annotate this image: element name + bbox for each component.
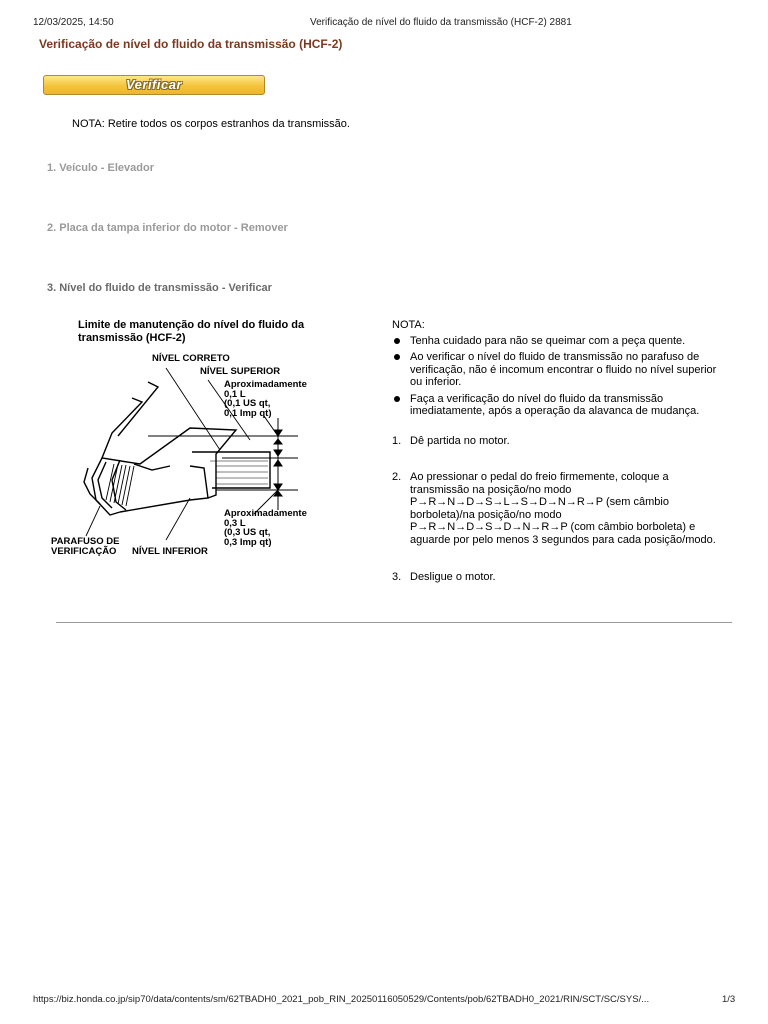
document-title: Verificação de nível do fluido da transmissão (HCF-2) [39, 37, 343, 51]
instruction-item-3 [392, 571, 722, 584]
note-remove-foreign-objects: NOTA: Retire todos os corpos estranhos da transmissão. [72, 118, 350, 130]
section-divider [56, 622, 732, 623]
label-correct-level: NÍVEL CORRETO [152, 353, 230, 364]
item-text: Dê partida no motor. [410, 435, 510, 447]
step-2-remove-cover[interactable]: 2. Placa da tampa inferior do motor - Remover [47, 222, 288, 234]
note-bullet: Faça a verificação do nível do fluido da transmissão imediatamente, após a operação da alavanca de mudança. [392, 393, 722, 418]
note-bullet: Tenha cuidado para não se queimar com a peça quente. [392, 335, 722, 348]
label-lower-level: NÍVEL INFERIOR [132, 546, 208, 557]
print-page-number: 1/3 [722, 994, 736, 1005]
item-text: Desligue o motor. [410, 571, 496, 583]
label-check-screw: PARAFUSO DE VERIFICAÇÃO [51, 536, 120, 557]
item-text: Ao pressionar o pedal do freio firmemente, coloque a transmissão na posição/no modo P→R→N→D→S→L→S→D→N→R→P (sem câmbio borboleta)/na posição/no modo P→R→N→D→S→D→N→R→P (com câmbio borboleta) e aguarde por pelo menos 3 segundos para cada posição/modo. [410, 471, 716, 546]
note-bullet: Ao verificar o nível do fluido de transmissão no parafuso de verificação, não é incomum encontrar o fluido no nível superior ou inferior. [392, 351, 722, 389]
label-upper-level: NÍVEL SUPERIOR [200, 366, 281, 377]
note-label: NOTA: [392, 319, 425, 331]
step-3-check-fluid[interactable]: 3. Nível do fluido de transmissão - Verificar [47, 282, 272, 294]
print-datetime: 12/03/2025, 14:50 [33, 17, 114, 28]
instruction-item-2 [392, 471, 722, 546]
figure-title: Limite de manutenção do nível do fluido da transmissão (HCF-2) [78, 319, 305, 344]
instruction-item-1 [392, 435, 722, 448]
step-1-vehicle-lift[interactable]: 1. Veículo - Elevador [47, 162, 154, 174]
verify-button[interactable]: Verificar [43, 75, 265, 95]
label-lower-quantity: Aproximadamente 0,3 L (0,3 US qt, 0,3 Imp qt) [224, 508, 307, 548]
print-url: https://biz.honda.co.jp/sip70/data/contents/sm/62TBADH0_2021_pob_RIN_20250116050529/Contents/pob/62TBADH0_2021/RIN/SCT/SC/SYS/... [33, 994, 650, 1005]
note-section [392, 319, 722, 422]
print-page-title: Verificação de nível do fluido da transmissão (HCF-2) 2881 [310, 17, 572, 28]
label-upper-quantity: Aproximadamente 0,1 L (0,1 US qt, 0,1 Imp qt) [224, 379, 307, 419]
item-number: 2. [392, 471, 402, 483]
item-number: 3. [392, 571, 402, 583]
item-number: 1. [392, 435, 402, 447]
